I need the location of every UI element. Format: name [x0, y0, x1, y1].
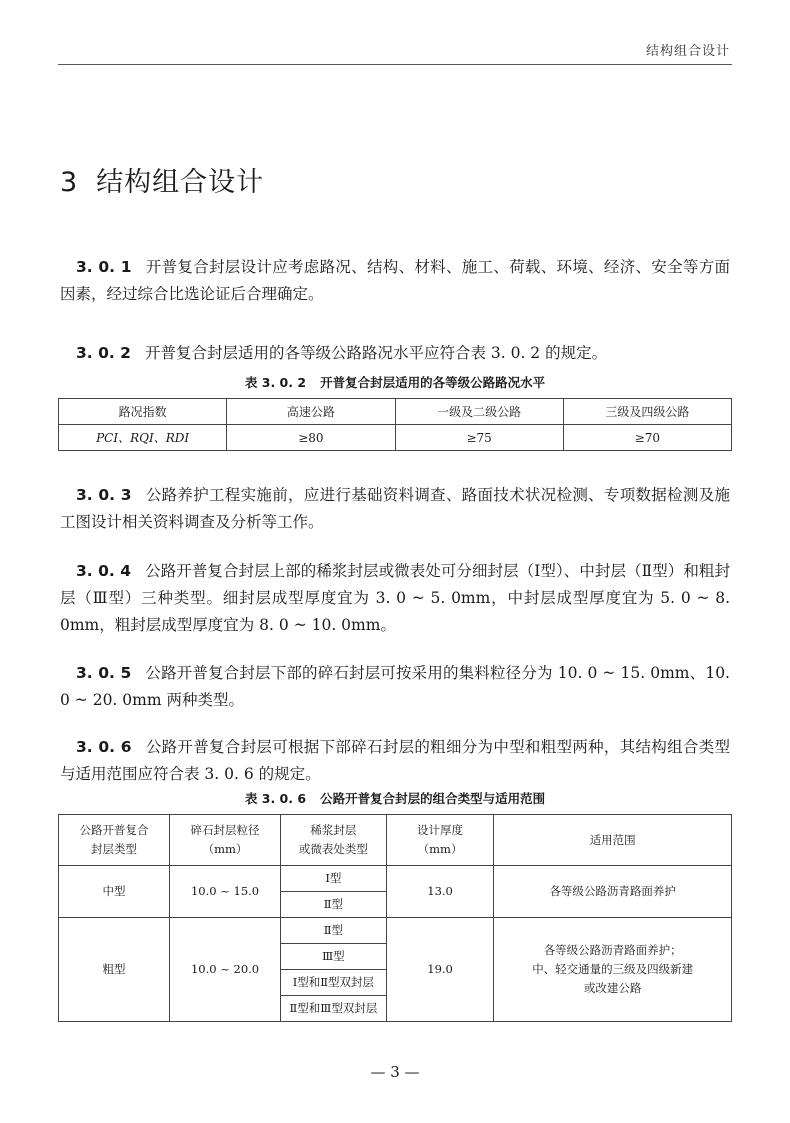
table-row [59, 866, 732, 892]
clause-number: 3. 0. 1 [76, 258, 132, 276]
clause-3-0-3 [60, 482, 730, 536]
clause-text: 公路开普复合封层下部的碎石封层可按采用的集料粒径分为 10. 0 ~ 15. 0mm、10. 0 ~ 20. 0mm 两种类型。 [60, 664, 730, 709]
clause-number: 3. 0. 6 [76, 738, 132, 756]
table-cell: Ⅰ型和Ⅱ型双封层 [281, 970, 387, 996]
clause-3-0-6 [60, 734, 730, 788]
header-cell [281, 815, 387, 866]
clause-text: 开普复合封层设计应考虑路况、结构、材料、施工、荷载、环境、经济、安全等方面因素，经过综合比选论证后合理确定。 [60, 258, 730, 303]
table-3-0-2-caption [0, 373, 790, 391]
table-cell: 粗型 [59, 918, 170, 1022]
clause-text: 公路养护工程实施前，应进行基础资料调查、路面技术状况检测、专项数据检测及施工图设计相关资料调查及分析等工作。 [60, 486, 730, 531]
table-row [59, 918, 732, 944]
scope-line: 各等级公路沥青路面养护； [543, 943, 682, 957]
chapter-heading: 结构组合设计 [96, 167, 265, 198]
table-3-0-6-caption [0, 789, 790, 807]
table-row [59, 425, 732, 451]
clause-text: 公路开普复合封层上部的稀浆封层或微表处可分细封层（Ⅰ型）、中封层（Ⅱ型）和粗封层（Ⅲ型）三种类型。细封层成型厚度宜为 3. 0 ~ 5. 0mm，中封层成型厚度宜为 5. 0 ~ 8. 0mm，粗封层成型厚度宜为 8. 0 ~ 10. 0mm。 [60, 562, 730, 634]
header-line: 稀浆封层 [310, 823, 357, 837]
header-cell [170, 815, 281, 866]
header-cell: 高速公路 [227, 399, 395, 425]
header-line: 封层类型 [91, 842, 138, 856]
running-header: 结构组合设计 [645, 44, 730, 59]
scope-line: 或改建公路 [583, 981, 642, 995]
clause-number: 3. 0. 4 [76, 562, 132, 580]
clause-3-0-5 [60, 660, 730, 714]
header-line: 设计厚度 [417, 823, 464, 837]
table-cell: Ⅱ型和Ⅲ型双封层 [281, 996, 387, 1022]
table-cell: 中型 [59, 866, 170, 918]
header-cell: 适用范围 [494, 815, 732, 866]
table-cell: Ⅱ型 [281, 892, 387, 918]
table-header-row [59, 815, 732, 866]
table-cell: 10.0 ~ 20.0 [170, 918, 281, 1022]
table-3-0-6 [58, 814, 732, 1022]
clause-number: 3. 0. 3 [76, 486, 132, 504]
header-cell: 路况指数 [59, 399, 227, 425]
table-cell: ≥70 [563, 425, 731, 451]
table-cell: Ⅰ型 [281, 866, 387, 892]
caption-number: 表 3. 0. 2 [244, 375, 307, 390]
header-line: 碎石封层粒径 [190, 823, 260, 837]
page-number: — 3 — [370, 1063, 420, 1081]
table-3-0-2 [58, 398, 732, 451]
table-header-row [59, 399, 732, 425]
table-cell: PCI、RQI、RDI [59, 425, 227, 451]
clause-text: 开普复合封层适用的各等级公路路况水平应符合表 3. 0. 2 的规定。 [144, 344, 608, 362]
table-cell: Ⅲ型 [281, 944, 387, 970]
header-cell [386, 815, 494, 866]
header-cell: 一级及二级公路 [395, 399, 563, 425]
clause-text: 公路开普复合封层可根据下部碎石封层的粗细分为中型和粗型两种，其结构组合类型与适用范围应符合表 3. 0. 6 的规定。 [60, 738, 730, 783]
clause-3-0-2 [60, 340, 730, 367]
caption-title: 开普复合封层适用的各等级公路路况水平 [320, 375, 546, 390]
header-cell [59, 815, 170, 866]
clause-number: 3. 0. 2 [76, 344, 131, 362]
header-rule [58, 64, 732, 65]
clause-number: 3. 0. 5 [76, 664, 132, 682]
table-cell [494, 918, 732, 1022]
header-line: （mm） [202, 842, 248, 856]
scope-line: 中、轻交通量的三级及四级新建 [532, 962, 694, 976]
table-cell: 19.0 [386, 918, 494, 1022]
caption-title: 公路开普复合封层的组合类型与适用范围 [320, 791, 546, 806]
table-cell: Ⅱ型 [281, 918, 387, 944]
header-line: （mm） [417, 842, 463, 856]
header-line: 公路开普复合 [79, 823, 149, 837]
header-line: 或微表处类型 [298, 842, 368, 856]
table-cell: ≥75 [395, 425, 563, 451]
clause-3-0-1 [60, 254, 730, 308]
header-cell: 三级及四级公路 [563, 399, 731, 425]
caption-number: 表 3. 0. 6 [244, 791, 307, 806]
table-cell: 13.0 [386, 866, 494, 918]
table-cell: 各等级公路沥青路面养护 [494, 866, 732, 918]
chapter-title [60, 160, 264, 199]
table-cell: ≥80 [227, 425, 395, 451]
chapter-number: 3 [60, 167, 79, 198]
clause-3-0-4 [60, 558, 730, 639]
table-cell: 10.0 ~ 15.0 [170, 866, 281, 918]
